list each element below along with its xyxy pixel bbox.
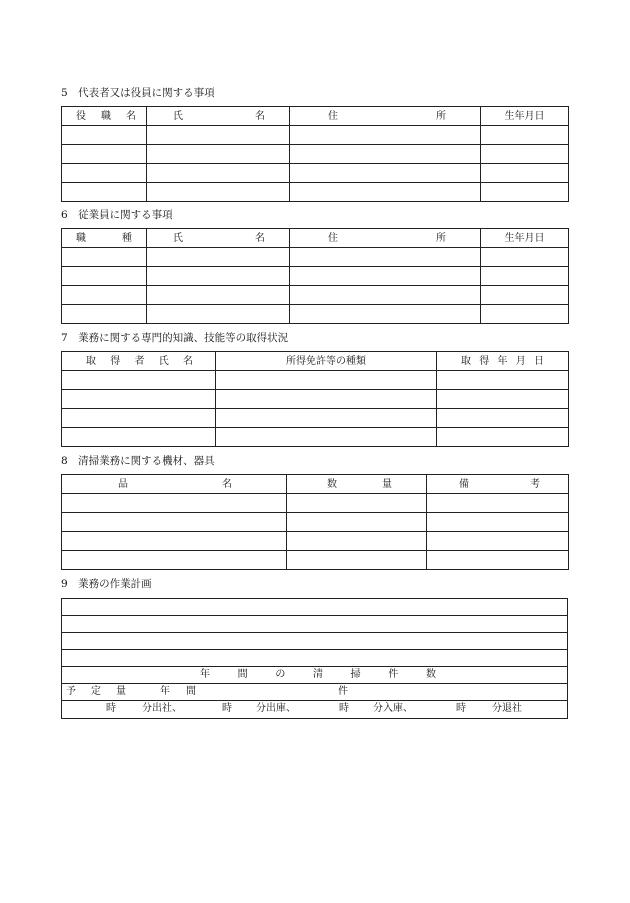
header-cell-job-type: 職 種 bbox=[62, 229, 147, 248]
cell[interactable] bbox=[216, 390, 437, 409]
cell[interactable] bbox=[216, 409, 437, 428]
section-title: 5 代表者又は役員に関する事項 bbox=[61, 87, 215, 99]
cell[interactable] bbox=[427, 532, 569, 551]
cell[interactable] bbox=[62, 145, 147, 164]
cell[interactable] bbox=[216, 428, 437, 447]
plan-blank-row[interactable] bbox=[62, 650, 567, 667]
count-unit-label: 件 bbox=[338, 686, 348, 697]
header-row bbox=[62, 475, 569, 494]
leave-depot-label: 分出庫、 bbox=[256, 703, 296, 714]
cell[interactable] bbox=[290, 286, 481, 305]
cell[interactable] bbox=[216, 371, 437, 390]
cell[interactable] bbox=[147, 305, 290, 324]
table-row bbox=[62, 513, 569, 532]
header-cell-position: 役 職 名 bbox=[62, 107, 147, 126]
plan-blank-row[interactable] bbox=[62, 616, 567, 633]
return-hour-label: 時 bbox=[339, 703, 349, 714]
cell[interactable] bbox=[147, 145, 290, 164]
cell[interactable] bbox=[147, 267, 290, 286]
header-row bbox=[62, 107, 569, 126]
cell[interactable] bbox=[481, 145, 569, 164]
cell[interactable] bbox=[287, 494, 427, 513]
cell[interactable] bbox=[290, 305, 481, 324]
equipment-table bbox=[61, 474, 569, 570]
officers-table bbox=[61, 106, 569, 202]
cell[interactable] bbox=[481, 248, 569, 267]
header-cell-address: 住 所 bbox=[290, 107, 481, 126]
employees-table bbox=[61, 228, 569, 324]
cell[interactable] bbox=[62, 164, 147, 183]
cell[interactable] bbox=[481, 183, 569, 202]
header-cell-name: 氏 名 bbox=[147, 229, 290, 248]
plan-blank-row[interactable] bbox=[62, 599, 567, 616]
planned-amount-row[interactable] bbox=[62, 684, 567, 701]
table-row bbox=[62, 126, 569, 145]
table-row bbox=[62, 371, 569, 390]
table-row bbox=[62, 164, 569, 183]
table-row bbox=[62, 409, 569, 428]
header-cell-address: 住 所 bbox=[290, 229, 481, 248]
planned-amount-label: 予 定 量 bbox=[66, 686, 126, 697]
cell[interactable] bbox=[481, 164, 569, 183]
header-row bbox=[62, 229, 569, 248]
leave-hour-label: 時 bbox=[456, 703, 466, 714]
cell[interactable] bbox=[437, 371, 569, 390]
qualifications-table bbox=[61, 351, 569, 447]
cell[interactable] bbox=[427, 513, 569, 532]
header-cell-birthdate: 生年月日 bbox=[481, 107, 569, 126]
cell[interactable] bbox=[290, 126, 481, 145]
cell[interactable] bbox=[290, 183, 481, 202]
cell[interactable] bbox=[62, 532, 287, 551]
cell[interactable] bbox=[62, 390, 216, 409]
cell[interactable] bbox=[481, 286, 569, 305]
cell[interactable] bbox=[62, 248, 147, 267]
cell[interactable] bbox=[481, 267, 569, 286]
table-row bbox=[62, 286, 569, 305]
cell[interactable] bbox=[62, 183, 147, 202]
table-row bbox=[62, 248, 569, 267]
header-cell-item: 品 名 bbox=[62, 475, 287, 494]
section-title: 8 清掃業務に関する機材、器具 bbox=[61, 455, 215, 467]
cell[interactable] bbox=[290, 145, 481, 164]
cell[interactable] bbox=[290, 164, 481, 183]
enter-depot-label: 分入庫、 bbox=[373, 703, 413, 714]
cell[interactable] bbox=[481, 305, 569, 324]
cell[interactable] bbox=[437, 409, 569, 428]
cell[interactable] bbox=[62, 409, 216, 428]
header-cell-license-type: 所得免許等の種類 bbox=[216, 352, 437, 371]
header-cell-name: 氏 名 bbox=[147, 107, 290, 126]
leave-office-label: 分退社 bbox=[492, 703, 522, 714]
table-row bbox=[62, 428, 569, 447]
cell[interactable] bbox=[62, 551, 287, 570]
cell[interactable] bbox=[427, 494, 569, 513]
per-year-label: 年 間 bbox=[160, 686, 196, 697]
header-cell-remarks: 備 考 bbox=[427, 475, 569, 494]
cell[interactable] bbox=[62, 428, 216, 447]
header-cell-quantity: 数 量 bbox=[287, 475, 427, 494]
table-row bbox=[62, 390, 569, 409]
table-row bbox=[62, 305, 569, 324]
annual-cleaning-count-row bbox=[62, 667, 567, 684]
table-row bbox=[62, 551, 569, 570]
section-title: 6 従業員に関する事項 bbox=[61, 209, 173, 221]
table-row bbox=[62, 145, 569, 164]
header-row bbox=[62, 352, 569, 371]
schedule-times-row[interactable] bbox=[62, 701, 567, 718]
work-plan-box bbox=[61, 598, 568, 719]
plan-blank-row[interactable] bbox=[62, 633, 567, 650]
table-row bbox=[62, 532, 569, 551]
section-title: 9 業務の作業計画 bbox=[61, 578, 152, 590]
cell[interactable] bbox=[62, 494, 287, 513]
cell[interactable] bbox=[147, 164, 290, 183]
annual-cleaning-count-label: 年 間 の 清 掃 件 数 bbox=[200, 669, 436, 680]
table-row bbox=[62, 183, 569, 202]
cell[interactable] bbox=[287, 532, 427, 551]
start-hour-label: 時 bbox=[106, 703, 116, 714]
cell[interactable] bbox=[147, 183, 290, 202]
cell[interactable] bbox=[62, 126, 147, 145]
cell[interactable] bbox=[481, 126, 569, 145]
cell[interactable] bbox=[287, 551, 427, 570]
arrive-office-label: 分出社、 bbox=[142, 703, 182, 714]
header-cell-acquired-date: 取 得 年 月 日 bbox=[437, 352, 569, 371]
cell[interactable] bbox=[290, 267, 481, 286]
cell[interactable] bbox=[147, 248, 290, 267]
cell[interactable] bbox=[62, 513, 287, 532]
depart-hour-label: 時 bbox=[222, 703, 232, 714]
cell[interactable] bbox=[437, 428, 569, 447]
cell[interactable] bbox=[290, 248, 481, 267]
cell[interactable] bbox=[62, 267, 147, 286]
cell[interactable] bbox=[147, 126, 290, 145]
cell[interactable] bbox=[437, 390, 569, 409]
cell[interactable] bbox=[147, 286, 290, 305]
cell[interactable] bbox=[62, 371, 216, 390]
cell[interactable] bbox=[427, 551, 569, 570]
cell[interactable] bbox=[62, 286, 147, 305]
header-cell-birthdate: 生年月日 bbox=[481, 229, 569, 248]
table-row bbox=[62, 494, 569, 513]
cell[interactable] bbox=[287, 513, 427, 532]
table-row bbox=[62, 267, 569, 286]
section-title: 7 業務に関する専門的知識、技能等の取得状況 bbox=[61, 332, 289, 344]
cell[interactable] bbox=[62, 305, 147, 324]
header-cell-holder-name: 取 得 者 氏 名 bbox=[62, 352, 216, 371]
